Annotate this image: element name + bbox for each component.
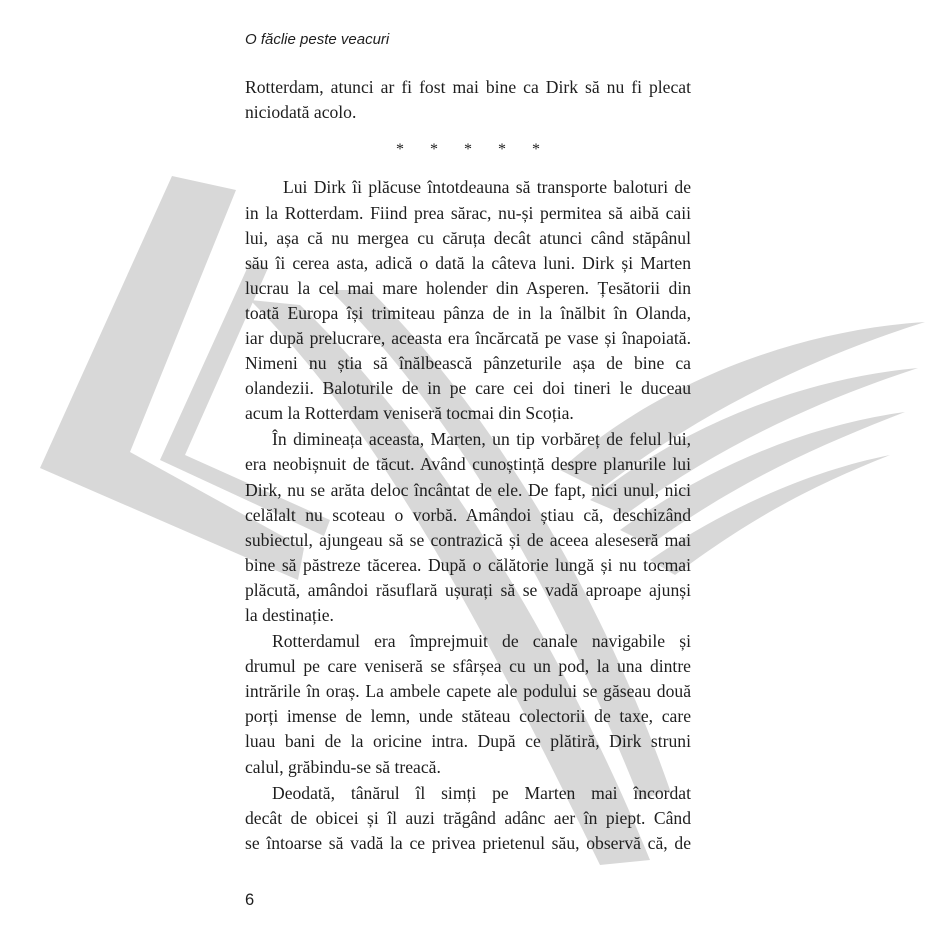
text-line: luau bani de la oricine intra. După ce plătiră, Dirk struni xyxy=(245,731,691,752)
text-line: Rotterdamul era împrejmuit de canale navigabile și xyxy=(272,631,691,652)
text-line: toată Europa își trimiteau pânza de in la înălbit în Olanda, xyxy=(245,302,691,323)
page-number: 6 xyxy=(245,891,255,909)
text-line: se întoarse să vadă la ce privea prietenul său, observă că, de xyxy=(245,832,691,853)
paragraph xyxy=(245,427,691,628)
text-line: intrările în oraș. La ambele capete ale podului se găseau două xyxy=(245,681,691,702)
paragraph xyxy=(245,781,691,856)
text-line: Nimeni nu știa să înălbească pânzeturile așa de bine ca xyxy=(245,353,691,374)
text-line: bine să păstreze tăcerea. După o călătorie lungă și nu tocmai xyxy=(245,554,691,575)
text-line: iar după prelucrare, aceasta era încărcată pe vase și înapoiată. xyxy=(245,327,691,348)
section-break: * * * * * xyxy=(396,141,540,159)
text-line: celălalt nu scoteau o vorbă. Amândoi știau că, deschizând xyxy=(245,504,691,525)
paragraph xyxy=(245,629,691,780)
text-line: său îi cerea asta, adică o dată la câteva luni. Dirk și Marten xyxy=(245,252,691,273)
text-line: Deodată, tânărul îl simți pe Marten mai încordat xyxy=(272,782,691,803)
text-line: subiectul, ajungeau să se contrazică și de aceea aleseseră mai xyxy=(245,529,691,550)
text-line: in la Rotterdam. Fiind prea sărac, nu-și permitea să aibă caii xyxy=(245,202,691,223)
text-line: Dirk, nu se arăta deloc încântat de ele. De fapt, nici unul, nici xyxy=(245,479,691,500)
text-line: porți imense de lemn, unde stăteau colectorii de taxe, care xyxy=(245,706,691,727)
text-line: lucrau la cel mai mare holender din Asperen. Țesătorii din xyxy=(245,277,691,298)
text-line: lui, așa că nu mergea cu căruța decât atunci când stăpânul xyxy=(245,227,691,248)
text-line: la destinație. xyxy=(245,605,334,626)
text-line: În dimineața aceasta, Marten, un tip vorbăreț de felul lui, xyxy=(272,429,691,450)
text-line: acum la Rotterdam veniseră tocmai din Scoția. xyxy=(245,403,574,424)
text-line: niciodată acolo. xyxy=(245,101,357,122)
text-line: plăcută, amândoi răsuflară ușurați să se vadă aproape ajunși xyxy=(245,579,691,600)
text-line: drumul pe care veniseră se sfârșea cu un pod, la una dintre xyxy=(245,656,691,677)
text-line: Rotterdam, atunci ar fi fost mai bine ca Dirk să nu fi plecat xyxy=(245,76,691,97)
paragraph xyxy=(245,175,691,426)
paragraph-continuation xyxy=(245,75,691,125)
text-line: decât de obicei și îl auzi trăgând adânc aer în piept. Când xyxy=(245,807,691,828)
text-line: era neobișnuit de tăcut. Având cunoștință despre planurile lui xyxy=(245,454,691,475)
running-title: O făclie peste veacuri xyxy=(245,31,390,48)
text-line: olandezii. Baloturile de in pe care cei doi tineri le duceau xyxy=(245,378,691,399)
body-text xyxy=(245,75,691,856)
text-line: calul, grăbindu-se să treacă. xyxy=(245,756,441,777)
text-line: Lui Dirk îi plăcuse întotdeauna să transporte baloturi de xyxy=(283,177,691,198)
